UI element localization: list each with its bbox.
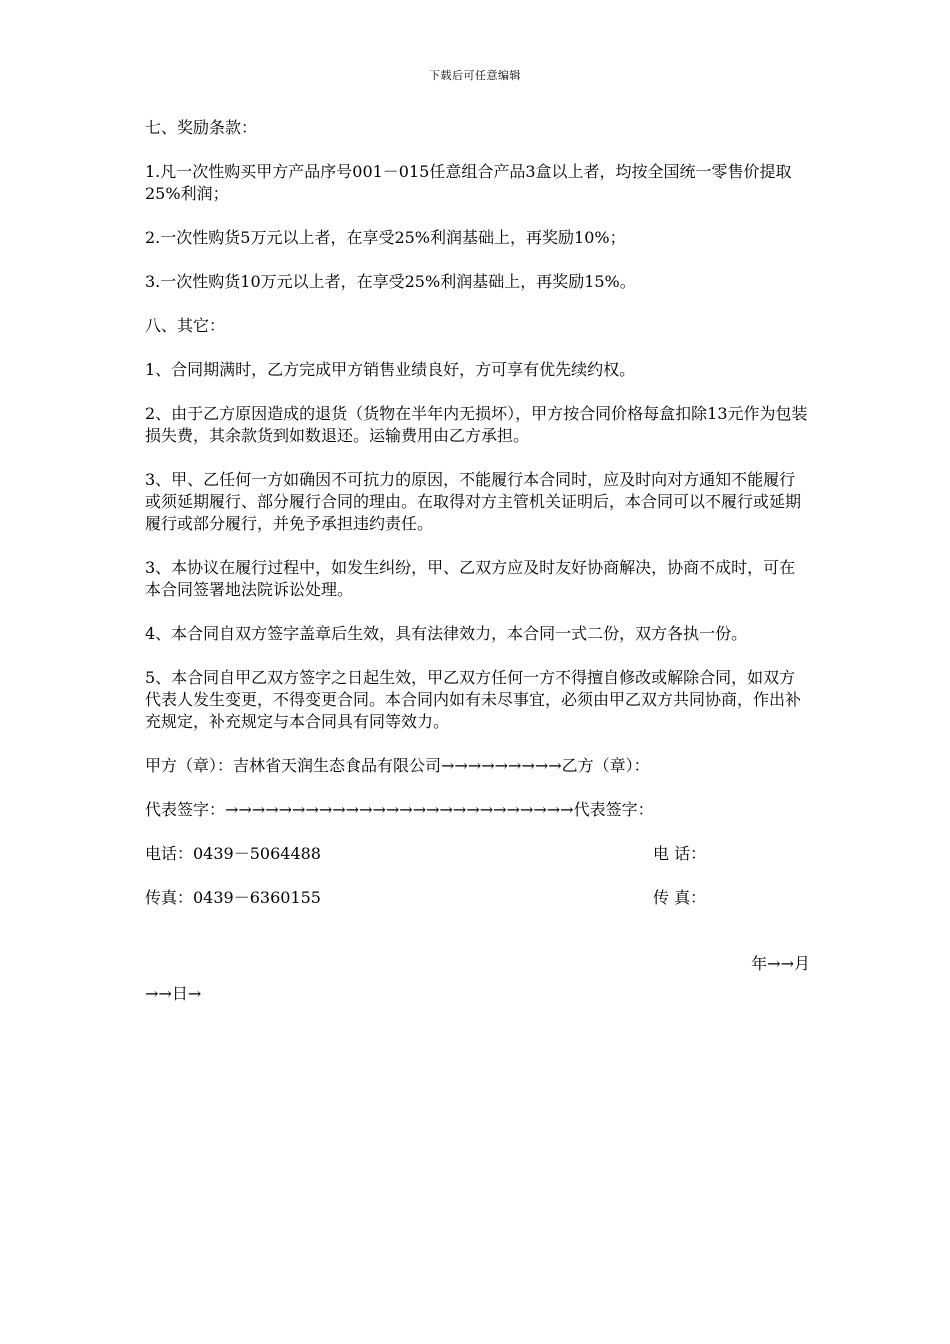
section8-title: 八、其它：	[145, 316, 226, 335]
section7-item-1: 1.凡一次性购买甲方产品序号001－015任意组合产品3盒以上者，均按全国统一零售价提取25%利润；	[145, 162, 792, 203]
date-year-month: 年→→月	[751, 954, 810, 973]
section8-item-2: 2、由于乙方原因造成的退货（货物在半年内无损坏），甲方按合同价格每盒扣除13元作为包装损失费，其余款货到如数退还。运输费用由乙方承担。	[145, 404, 808, 445]
phone-row	[145, 843, 810, 865]
section7-item-3: 3.一次性购货10万元以上者，在享受25%利润基础上，再奖励15%。	[145, 272, 636, 291]
section8-item-1: 1、合同期满时，乙方完成甲方销售业绩良好，方可享有优先续约权。	[145, 360, 636, 379]
section8-item-3: 3、甲、乙任何一方如确因不可抗力的原因，不能履行本合同时，应及时向对方通知不能履行或须延期履行、部分履行合同的理由。在取得对方主管机关证明后，本合同可以不履行或延期履行或部分履行，并免予承担违约责任。	[145, 470, 802, 533]
section7-item-2: 2.一次性购货5万元以上者，在享受25%利润基础上，再奖励10%；	[145, 228, 626, 247]
document-body	[145, 117, 810, 1005]
party-a-b-seal-line: 甲方（章）：吉林省天润生态食品有限公司→→→→→→→→→乙方（章）：	[145, 756, 650, 775]
representative-signature-line: 代表签字：→→→→→→→→→→→→→→→→→→→→→→→→→→代表签字：	[145, 800, 654, 819]
party-b-phone: 电 话：	[653, 844, 707, 863]
section8-item-4: 3、本协议在履行过程中，如发生纠纷，甲、乙双方应及时友好协商解决，协商不成时，可在本合同签署地法院诉讼处理。	[145, 558, 796, 599]
section8-item-6: 5、本合同自甲乙双方签字之日起生效，甲乙双方任何一方不得擅自修改或解除合同，如双方代表人发生变更，不得变更合同。本合同内如有未尽事宜，必须由甲乙双方共同协商，作出补充规定，补充规定与本合同具有同等效力。	[145, 668, 802, 731]
section7-title: 七、奖励条款：	[145, 118, 258, 137]
party-b-fax: 传 真：	[653, 888, 707, 907]
fax-row	[145, 887, 810, 909]
party-a-fax: 传真：0439－6360155	[145, 888, 321, 907]
section8-item-5: 4、本合同自双方签字盖章后生效，具有法律效力，本合同一式二份，双方各执一份。	[145, 624, 748, 643]
party-a-phone: 电话：0439－5064488	[145, 844, 321, 863]
date-day: →→日→	[145, 984, 202, 1003]
page-header: 下载后可任意编辑	[429, 69, 521, 82]
